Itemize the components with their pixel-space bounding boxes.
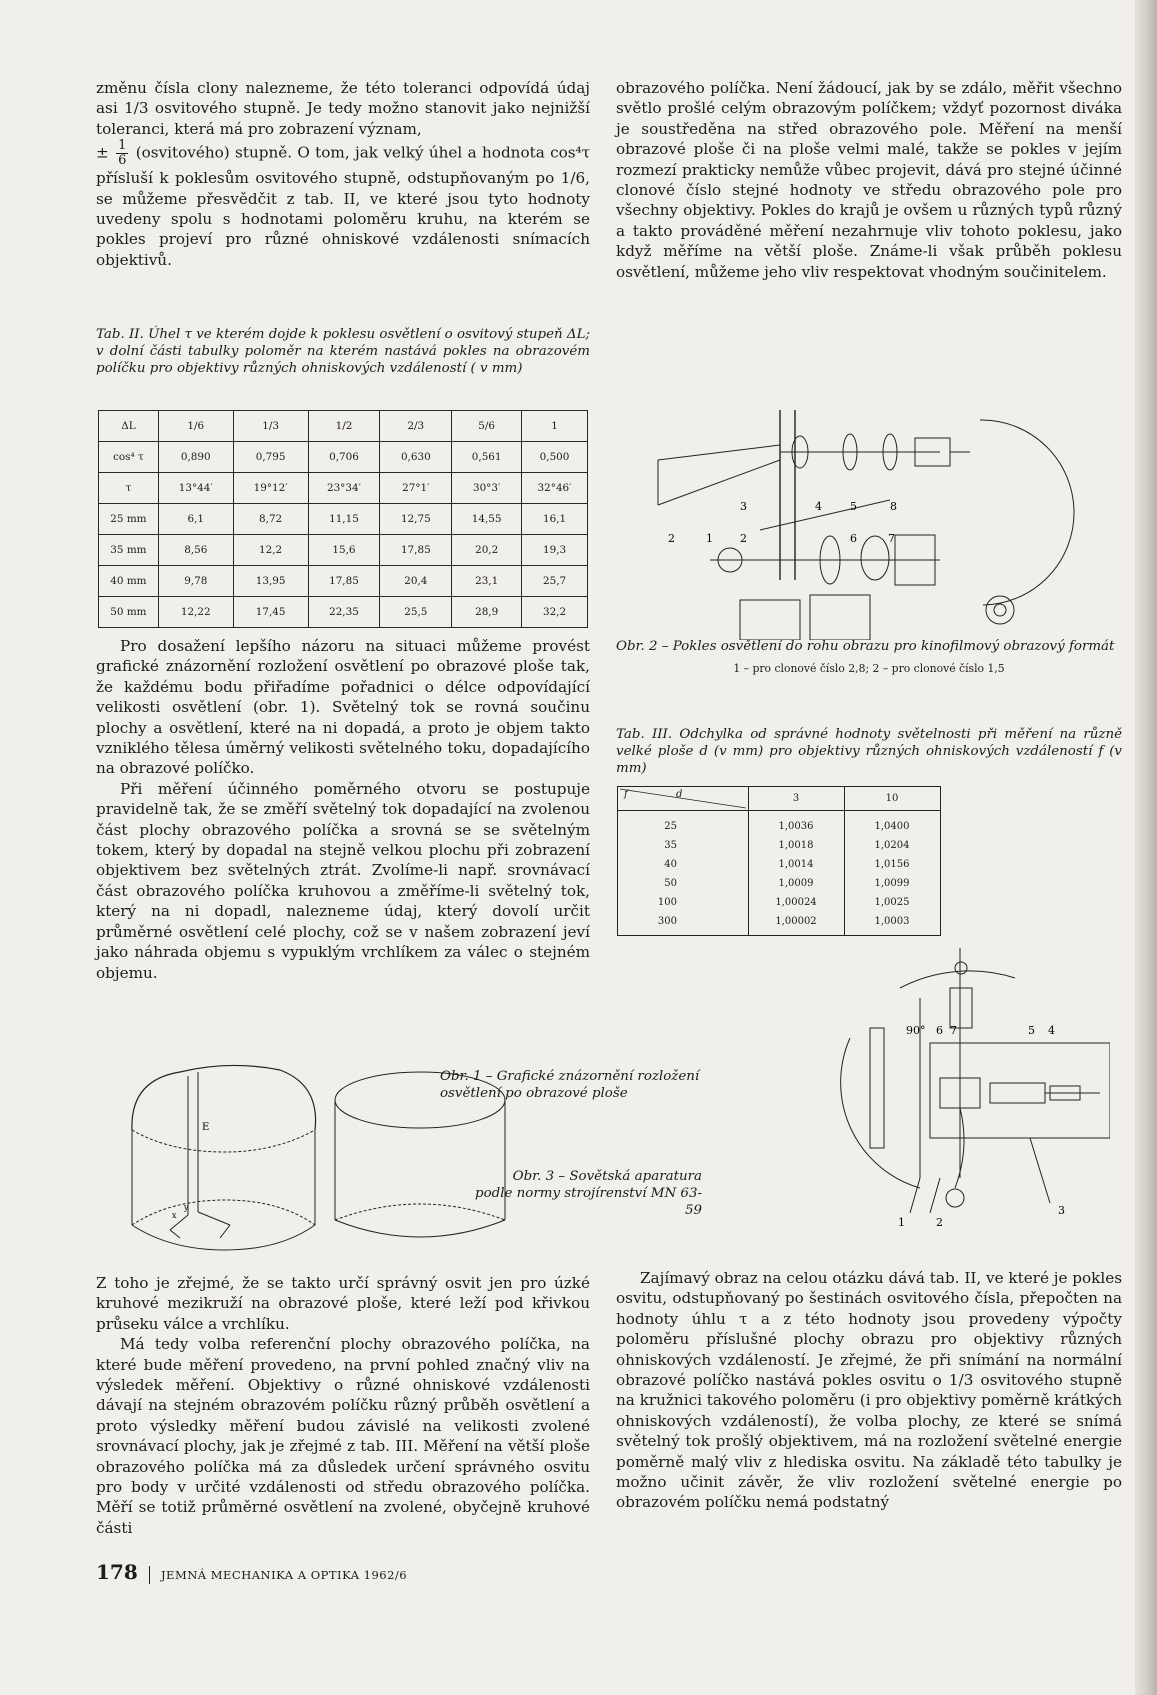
figure-2-caption: Obr. 2 – Pokles osvětlení do rohu obrazu pro kinofilmový obrazový formát 1 – pro clonové číslo 2,8; 2 – pro clonové číslo 1,5 [616,639,1115,675]
right-paragraph-last: Zajímavý obraz na celou otázku dává tab. II, ve které je pokles osvitu, odstupňovaný po šestinách osvitového čísla, přepočten na hodnoty úhlu τ a z této hodnoty jsou provedeny výpočty poloměru příslušné plochy obrazu pro objektivy různých ohniskových vzdáleností. Je zřejmé, že při snímání na normální obrazové políčko nastává pokles osvitu o 1/3 osvitového stupně na kružnici takového poloměru (i pro objektivy poměrně krátkých ohniskových vzdáleností), že volba plochy, ze které se snímá světelný tok prošlý objektivem, má na rozložení světelné energie poměrně malý vliv z hlediska osvitu. Na základě této tabulky je možno učinit závěr, že vliv rozložení světelné energie po obrazovém políčku nemá podstatný [616,1269,1122,1512]
table-3-cell: 40 [664,859,677,870]
svg-text:x: x [172,1211,177,1220]
svg-text:7: 7 [888,532,895,545]
table-2-header-cell: 1 [522,411,588,442]
table-2-cell: 27°1′ [380,473,452,504]
page-footer [96,1560,407,1584]
table-3-cell: 50 [664,878,677,889]
table-2-cell: 12,75 [380,504,452,535]
figure-1-label-e: E [202,1122,210,1133]
figure-1-caption: Obr. 1 – Grafické znázornění rozložení osvětlení po obrazové ploše [440,1069,700,1101]
table-2-cell: 19°12′ [233,473,308,504]
left-paragraph-3: Při měření účinného poměrného otvoru se postupuje pravidelně tak, že se změří světelný tok dopadající na zvolenou část plochy obrazového políčka a srovná se se světelným tokem, který by dopadal na stejně velkou plochu při zobrazení objektivem bez světelných ztrát. Zvolíme-li např. srovnávací část obrazového políčka kruhovou a změříme-li světelný tok, který na ni dopadl, nalezneme údaj, který dovolí určit průměrné osvětlení celé plochy, což se v našem zobrazení jeví jako náhrada objemu s vypuklým vrchlíkem za válec o stejném objemu. [96,779,590,982]
table-2-row [99,566,588,597]
table-2-header [99,411,588,442]
table-2-cell: 0,500 [522,442,588,473]
table-2-cell: 12,22 [158,597,233,628]
table-2-cell: 11,15 [308,504,380,535]
table-2-cell: τ [99,473,159,504]
left-paragraph-2: Pro dosažení lepšího názoru na situaci můžeme provést grafické znázornění rozložení osvětlení po obrazové ploše tak, že každému bodu přiřadíme pořadnici o délce odpovídající velikosti osvětlení (obr. 1). Světelný tok se rovná součinu plochy a osvětlení, které na ni dopadá, a proto je objem takto vzniklého tělesa úměrný velikosti světelného toku, dopadajícího na obrazové políčko. [96,637,590,778]
table-2-row [99,504,588,535]
table-2-cell: 23,1 [452,566,522,597]
table-3-cell: 1,00002 [775,916,817,927]
table-2-row [99,442,588,473]
svg-text:5: 5 [850,500,857,513]
table-3-row [618,874,940,893]
table-2-cell: 50 mm [99,597,159,628]
table-2-cell: 25 mm [99,504,159,535]
table-2-cell: 19,3 [522,535,588,566]
table-3-cell: 1,0009 [778,878,814,889]
table-3-cell: 300 [657,916,677,927]
table-3-body [618,817,940,931]
table-2-cell: 0,630 [380,442,452,473]
table-2-cell: cos⁴ τ [99,442,159,473]
svg-text:7: 7 [950,1024,957,1037]
table-2-cell: 32°46′ [522,473,588,504]
table-3-row [618,855,940,874]
svg-text:2: 2 [740,532,747,545]
table-2-cell: 22,35 [308,597,380,628]
table-3-row [618,893,940,912]
table-3-cell: 1,0003 [874,916,910,927]
svg-text:y: y [184,1203,189,1212]
table-3: f d 3 10 25 1,0036 1,0400 35 1,0018 1,0204 40 1,0014 1,0156 50 1,0009 1,0099 100 1,00024 1,0025 300 1,00002 1,0003 [617,786,941,936]
left-column-bottom [96,1273,590,1538]
table-2-grid [98,410,588,628]
table-3-cell: 1,0156 [874,859,910,870]
svg-text:2: 2 [668,532,675,545]
table-2-cell: 20,2 [452,535,522,566]
figure-2-drawing [640,400,1090,640]
table-2-cell: 17,85 [380,535,452,566]
table-3-corner: f d [618,787,749,811]
table-3-cell: 100 [657,897,677,908]
table-2-cell: 28,9 [452,597,522,628]
figure-3-caption: Obr. 3 – Sovětská aparatura podle normy strojírenství MN 63-59 [475,1169,702,1218]
table-2 [98,410,588,628]
left-paragraph-5: Má tedy volba referenční plochy obrazového políčka, na které bude měření provedeno, na první pohled značný vliv na výsledek měření. Objektivy o různé ohniskové vzdálenosti dávají na stejném obrazovém políčku různý průběh osvětlení a proto výsledky měření budou závislé na velikosti zvolené srovnávací plochy, jak je zřejmé z tab. III. Měření na větší ploše obrazového políčka má za důsledek určení správného osvitu pro body v určité vzdálenosti od středu obrazového políčka. Měří se totiž průměrné osvětlení na zvolené, obyčejně kruhové části [96,1335,590,1537]
table-2-cell: 40 mm [99,566,159,597]
table-2-cell: 25,7 [522,566,588,597]
table-2-cell: 8,56 [158,535,233,566]
table-2-cell: 8,72 [233,504,308,535]
table-3-cell: 1,00024 [775,897,817,908]
table-3-cell: 35 [664,840,677,851]
table-2-row [99,473,588,504]
svg-text:6: 6 [936,1024,943,1037]
table-2-cell: 13,95 [233,566,308,597]
table-2-cell: 23°34′ [308,473,380,504]
table-2-header-cell: 1/3 [233,411,308,442]
table-2-cell: 9,78 [158,566,233,597]
table-2-cell: 0,706 [308,442,380,473]
journal-name: JEMNÁ MECHANIKA A OPTIKA 1962/6 [160,1568,408,1582]
svg-text:4: 4 [1048,1024,1055,1037]
table-2-cell: 17,45 [233,597,308,628]
table-3-cell: 1,0099 [874,878,910,889]
svg-text:4: 4 [815,500,822,513]
svg-text:3: 3 [740,500,747,513]
plus-minus-sign: ± [96,143,109,162]
right-column-bottom [616,1268,1122,1513]
svg-text:3: 3 [1058,1204,1065,1217]
table-2-cell: 20,4 [380,566,452,597]
tab2-caption: Tab. II. Úhel τ ve kterém dojde k poklesu osvětlení o osvitový stupeň ΔL; v dolní části tabulky poloměr na kterém nastává pokles na obrazovém políčku pro objektivy různých ohniskových vzdáleností ( v mm) [96,327,590,376]
table-2-cell: 32,2 [522,597,588,628]
table-2-cell: 12,2 [233,535,308,566]
page-number: 178 [96,1560,138,1584]
table-2-header-cell: 1/6 [158,411,233,442]
tab3-caption: Tab. III. Odchylka od správné hodnoty světelnosti při měření na různě velké ploše d (v mm) pro objektivy různých ohniskových vzdáleností f (v mm) [616,727,1122,776]
table-2-cell: 30°3′ [452,473,522,504]
svg-text:90°: 90° [906,1024,926,1037]
table-2-header-cell: 5/6 [452,411,522,442]
page-edge-shadow [1135,0,1157,1695]
svg-text:2: 2 [936,1216,943,1228]
table-2-cell: 16,1 [522,504,588,535]
table-3-cell: 1,0400 [874,821,910,832]
table-3-cell: 1,0025 [874,897,910,908]
figure-3-drawing [810,948,1110,1228]
table-3-row [618,817,940,836]
table-2-header-cell: ΔL [99,411,159,442]
table-3-cell: 1,0014 [778,859,814,870]
table-2-cell: 15,6 [308,535,380,566]
svg-text:6: 6 [850,532,857,545]
table-2-cell: 0,890 [158,442,233,473]
left-paragraph-4: Z toho je zřejmé, že se takto určí správný osvit jen pro úzké kruhové mezikruží na obrazové ploše, které leží pod křivkou průseku válce a vrchlíku. [96,1274,590,1333]
table-3-cell: 1,0018 [778,840,814,851]
table-2-cell: 35 mm [99,535,159,566]
table-2-header-cell: 2/3 [380,411,452,442]
table-3-cell: 1,0204 [874,840,910,851]
table-2-cell: 13°44′ [158,473,233,504]
svg-text:5: 5 [1028,1024,1035,1037]
svg-text:1: 1 [706,532,713,545]
table-3-cell: 1,0036 [778,821,814,832]
table-2-cell: 14,55 [452,504,522,535]
right-paragraph-1: obrazového políčka. Není žádoucí, jak by se zdálo, měřit všechno světlo prošlé celým obrazovým políčkem; vždyť pozornost diváka je soustředěna na střed obrazového pole. Měření na menší obrazové ploše či na ploše velmi malé, takže se pokles v jejím rozmezí prakticky nemůže vůbec projevit, dává pro stejné účinné clonové číslo stejné hodnoty ve středu obrazového pole pro všechny objektivy. Pokles do krajů je ovšem u různých typů různý a takto prováděné měření nezahrnuje vliv tohoto poklesu, jako když měříme na větší ploše. Známe-li však průběh poklesu osvětlení, můžeme jeho vliv respektovat vhodným součinitelem. [616,79,1122,281]
left-column-middle [96,636,590,983]
table-3-row [618,912,940,931]
table-2-header-cell: 1/2 [308,411,380,442]
table-3-row [618,836,940,855]
table-2-cell: 6,1 [158,504,233,535]
table-2-cell: 17,85 [308,566,380,597]
svg-text:1: 1 [898,1216,905,1228]
left-column-top [96,78,590,270]
table-3-cell: 25 [664,821,677,832]
fraction-one-sixth: $\frac{1}{6}$ [118,138,127,169]
right-column-top [616,78,1122,282]
table-2-cell: 0,795 [233,442,308,473]
left-paragraph-1: změnu čísla clony nalezneme, že této toleranci odpovídá údaj asi 1/3 osvitového stupně. Je tedy možno stanovit jako nejnižší toleranci, která má pro zobrazení význam, ± $\frac{1}{6}$ (osvitového) stupně. O tom, jak velký úhel a hodnota cos⁴τ přísluší k poklesům osvitového stupně, odstupňovaným po 1/6, se můžeme přesvědčit z tab. II, ve které jsou tyto hodnoty uvedeny spolu s hodnotami poloměru kruhu, na kterém se pokles projeví pro různé ohniskové vzdálenosti snímacích objektivů. [96,79,591,269]
table-2-cell: 25,5 [380,597,452,628]
table-2-cell: 0,561 [452,442,522,473]
svg-text:8: 8 [890,500,897,513]
table-2-row [99,535,588,566]
table-2-row [99,597,588,628]
